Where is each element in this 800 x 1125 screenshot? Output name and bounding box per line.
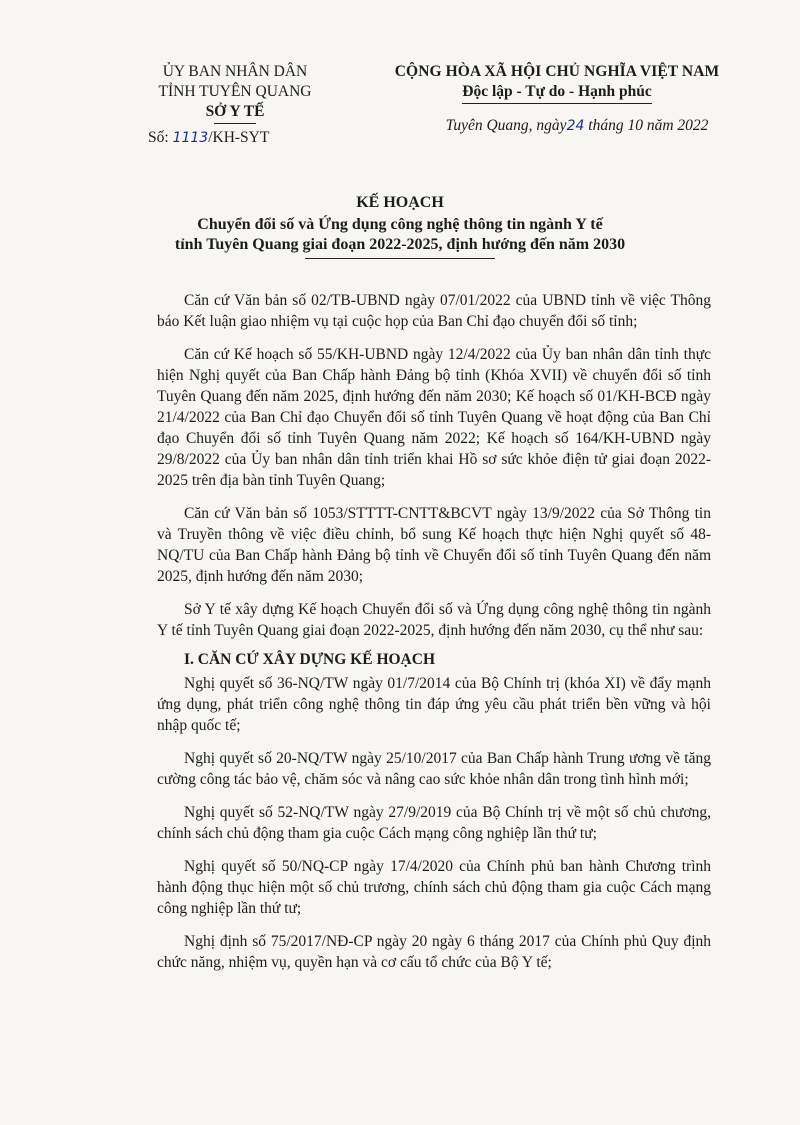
document-subtitle-1: Chuyển đổi số và Ứng dụng công nghệ thông tin ngành Y tế [197, 216, 603, 233]
number-prefix: Số: [148, 129, 169, 146]
agency-underline [214, 123, 256, 124]
agency-line-3: SỞ Y TẾ [205, 103, 265, 120]
paragraph: Căn cứ Văn bản số 02/TB-UBND ngày 07/01/2022 của UBND tỉnh về việc Thông báo Kết luận giao nhiệm vụ tại cuộc họp của Ban Chỉ đạo chuyển đổi số tỉnh; [157, 292, 711, 330]
date-suffix: tháng 10 năm 2022 [588, 117, 709, 134]
paragraph: Sở Y tế xây dựng Kế hoạch Chuyển đổi số và Ứng dụng công nghệ thông tin ngành Y tế tỉnh Tuyên Quang giai đoạn 2022-2025, định hướng đến năm 2030, cụ thể như sau: [157, 601, 711, 639]
title-underline [305, 258, 495, 259]
document-subtitle-2: tỉnh Tuyên Quang giai đoạn 2022-2025, định hướng đến năm 2030 [174, 236, 626, 253]
number-suffix: /KH-SYT [208, 129, 270, 146]
section-item: Nghị định số 75/2017/NĐ-CP ngày 20 ngày 6 tháng 2017 của Chính phủ Quy định chức năng, nhiệm vụ, quyền hạn và cơ cấu tổ chức của Bộ Y tế; [157, 933, 711, 971]
place-date [352, 116, 762, 136]
paragraph: Căn cứ Văn bản số 1053/STTTT-CNTT&BCVT ngày 13/9/2022 của Sở Thông tin và Truyền thông về việc điều chỉnh, bổ sung Kế hoạch thực hiện Nghị quyết số 48-NQ/TU của Ban Chấp hành Đảng bộ tỉnh về Chuyển đổi số tỉnh Tuyên Quang đến năm 2025, định hướng đến năm 2030; [157, 505, 711, 585]
handwritten-day: 24 [566, 118, 585, 134]
national-motto: Độc lập - Tự do - Hạnh phúc [462, 82, 651, 104]
issuing-agency-block [110, 62, 360, 148]
section-item: Nghị quyết số 20-NQ/TW ngày 25/10/2017 của Ban Chấp hành Trung ương về tăng cường công tác bảo vệ, chăm sóc và nâng cao sức khỏe nhân dân trong tình hình mới; [157, 750, 711, 788]
national-header-block [352, 62, 762, 136]
agency-line-1: ỦY BAN NHÂN DÂN [162, 63, 308, 80]
section-item: Nghị quyết số 52-NQ/TW ngày 27/9/2019 của Bộ Chính trị về một số chủ chương, chính sách chủ động tham gia cuộc Cách mạng công nghiệp lần thứ tư; [157, 804, 711, 842]
section-item: Nghị quyết số 50/NQ-CP ngày 17/4/2020 của Chính phủ ban hành Chương trình hành động thục hiện một số chủ trương, chính sách chủ động tham gia cuộc Cách mạng công nghiệp lần thứ tư; [157, 858, 711, 917]
document-body [157, 290, 711, 985]
date-prefix: Tuyên Quang, ngày [445, 117, 567, 134]
agency-line-2: TỈNH TUYÊN QUANG [158, 83, 312, 100]
document-title: KẾ HOẠCH [356, 194, 444, 211]
paragraph: Căn cứ Kế hoạch số 55/KH-UBND ngày 12/4/2022 của Ủy ban nhân dân tỉnh thực hiện Nghị quyết của Ban Chấp hành Đảng bộ tỉnh (Khóa XVII) về chuyển đổi số tỉnh Tuyên Quang đến năm 2025, định hướng đến năm 2030; Kế hoạch số 01/KH-BCĐ ngày 21/4/2022 của Ban Chỉ đạo Chuyển đổi số tỉnh Tuyên Quang về hoạt động của Ban Chỉ đạo Chuyển đổi số tỉnh Tuyên Quang năm 2022; Kế hoạch số 164/KH-UBND ngày 29/8/2022 của Ủy ban nhân dân tỉnh triển khai Hồ sơ sức khỏe điện tử giai đoạn 2022-2025 trên địa bàn tỉnh Tuyên Quang; [157, 346, 711, 489]
handwritten-number: 1113 [172, 130, 209, 146]
document-title-block [0, 193, 800, 259]
document-number [110, 128, 360, 148]
national-title: CỘNG HÒA XÃ HỘI CHỦ NGHĨA VIỆT NAM [394, 63, 720, 80]
section-heading: I. CĂN CỨ XÂY DỰNG KẾ HOẠCH [184, 651, 436, 668]
section-item: Nghị quyết số 36-NQ/TW ngày 01/7/2014 của Bộ Chính trị (khóa XI) về đẩy mạnh ứng dụng, phát triển công nghệ thông tin đáp ứng yêu cầu phát triển bền vững và hội nhập quốc tế; [157, 675, 711, 734]
